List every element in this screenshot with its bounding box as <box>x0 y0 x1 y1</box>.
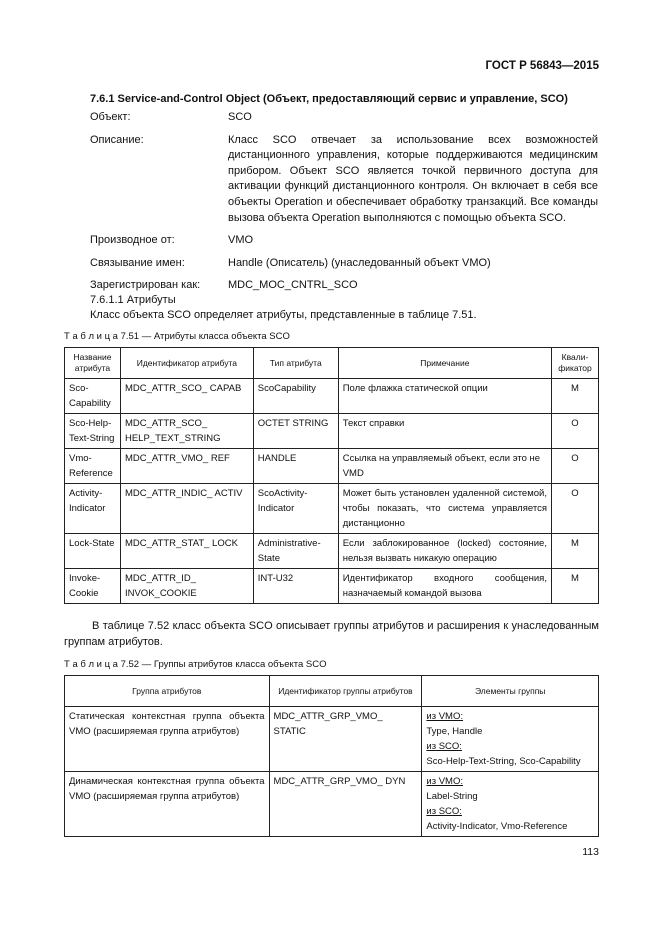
definition-term: Связывание имен: <box>90 256 185 269</box>
section-title: 7.6.1 Service-and-Control Object (Объект, предоставляющий сервис и управление, SCO) <box>90 93 568 105</box>
table-cell: MDC_ATTR_STAT_ LOCK <box>120 534 253 569</box>
table-cell: MDC_ATTR_SCO_ HELP_TEXT_STRING <box>120 414 253 449</box>
table-cell: OCTET STRING <box>253 414 338 449</box>
definition-term: Производное от: <box>90 234 175 247</box>
definition-term: Описание: <box>90 133 144 146</box>
table-cell: HANDLE <box>253 449 338 484</box>
group-items: Label-String <box>426 791 478 802</box>
definition-value: VMO <box>228 234 254 247</box>
table-row <box>65 707 599 772</box>
column-header: Квали-фикатор <box>551 348 598 379</box>
subsection-title: 7.6.1.1 Атрибуты <box>90 294 176 306</box>
column-header: Тип атрибута <box>253 348 338 379</box>
table-cell: MDC_ATTR_GRP_VMO_ DYN <box>269 772 422 837</box>
table-cell: Поле флажка статической опции <box>338 379 551 414</box>
table-cell: M <box>551 534 598 569</box>
table-caption <box>64 659 327 670</box>
table-header-row <box>65 676 599 707</box>
table-cell: Текст справки <box>338 414 551 449</box>
table-cell: Sco-Help-Text-String <box>65 414 121 449</box>
table-cell: INT-U32 <box>253 569 338 604</box>
source-label: из SCO: <box>426 806 462 817</box>
table-cell: Динамическая контекстная группа объекта VMO (расширяемая группа атрибутов) <box>65 772 270 837</box>
definition-row <box>90 256 598 272</box>
caption-prefix: Т а б л и ц а 7.51 <box>64 331 140 342</box>
source-label: из VMO: <box>426 776 463 787</box>
definition-value: Handle (Описатель) (унаследованный объект VMO) <box>228 256 491 269</box>
source-label: из SCO: <box>426 741 462 752</box>
table-cell: MDC_ATTR_GRP_VMO_ STATIC <box>269 707 422 772</box>
table-cell: ScoActivity-Indicator <box>253 484 338 534</box>
definition-value: SCO <box>228 111 252 123</box>
table-cell: Ссылка на управляемый объект, если это не VMD <box>338 449 551 484</box>
table-cell: Если заблокированное (locked) состояние, нельзя вызвать никакую операцию <box>338 534 551 569</box>
table-cell: O <box>551 449 598 484</box>
table-cell: Идентификатор входного сообщения, назначаемый командой вызова <box>338 569 551 604</box>
attributes-table <box>64 347 599 604</box>
table-cell: Sco-Capability <box>65 379 121 414</box>
subsection-text: Класс объекта SCO определяет атрибуты, представленные в таблице 7.51. <box>90 309 477 321</box>
table-cell: Invoke-Cookie <box>65 569 121 604</box>
table-caption <box>64 331 290 342</box>
table-cell: Lock-State <box>65 534 121 569</box>
table-header-row <box>65 348 599 379</box>
definition-row <box>90 110 598 126</box>
definition-row <box>90 278 598 294</box>
column-header: Элементы группы <box>422 676 599 707</box>
group-items: Type, Handle <box>426 726 483 737</box>
table-cell <box>422 707 599 772</box>
table-cell: MDC_ATTR_INDIC_ ACTIV <box>120 484 253 534</box>
table-cell: O <box>551 484 598 534</box>
table-row <box>65 414 599 449</box>
definition-term: Зарегистрирован как: <box>90 279 201 292</box>
caption-text: — Атрибуты класса объекта SCO <box>139 331 290 342</box>
definition-row <box>90 233 598 249</box>
table-cell: Статическая контекстная группа объекта VMO (расширяемая группа атрибутов) <box>65 707 270 772</box>
standard-header: ГОСТ Р 56843—2015 <box>485 60 599 72</box>
source-label: из VMO: <box>426 711 463 722</box>
table-cell: M <box>551 379 598 414</box>
definition-term: Объект: <box>90 111 131 123</box>
column-header: Идентификатор группы атрибутов <box>269 676 422 707</box>
table-row <box>65 379 599 414</box>
table-cell: Может быть установлен удаленной системой, чтобы показать, что система управляется дистанционно <box>338 484 551 534</box>
table-cell: MDC_ATTR_SCO_ CAPAB <box>120 379 253 414</box>
definition-row <box>90 133 598 227</box>
table-cell: MDC_ATTR_VMO_ REF <box>120 449 253 484</box>
body-paragraph: В таблице 7.52 класс объекта SCO описывает группы атрибутов и расширения к унаследованным группам атрибутов. <box>64 620 599 648</box>
group-items: Activity-Indicator, Vmo-Reference <box>426 821 568 832</box>
table-row <box>65 534 599 569</box>
caption-prefix: Т а б л и ц а 7.52 <box>64 659 140 670</box>
table-cell: M <box>551 569 598 604</box>
table-row <box>65 449 599 484</box>
column-header: Примечание <box>338 348 551 379</box>
caption-text: — Группы атрибутов класса объекта SCO <box>139 659 327 670</box>
table-row <box>65 569 599 604</box>
definition-value: MDC_MOC_CNTRL_SCO <box>228 279 358 292</box>
table-cell: ScoCapability <box>253 379 338 414</box>
table-cell: Activity-Indicator <box>65 484 121 534</box>
table-cell: O <box>551 414 598 449</box>
table-cell <box>422 772 599 837</box>
definition-list <box>90 110 598 294</box>
table-cell: MDC_ATTR_ID_ INVOK_COOKIE <box>120 569 253 604</box>
definition-value: Класс SCO отвечает за использование всех возможностей дистанционного управления, которые поддерживаются медицинским прибором. Объект SCO является точкой первичного доступа для активации функций дистанционного контроля. Он включает в себя все объекты Operation и обеспечивает обработку транзакций. Все команды вызова объекта Operation выполняются с помощью объекта SCO. <box>228 133 598 224</box>
page-number: 113 <box>582 846 599 858</box>
table-row <box>65 484 599 534</box>
table-cell: Vmo-Reference <box>65 449 121 484</box>
table-row <box>65 772 599 837</box>
attribute-groups-table <box>64 675 599 837</box>
column-header: Идентификатор атрибута <box>120 348 253 379</box>
group-items: Sco-Help-Text-String, Sco-Capability <box>426 756 581 767</box>
table-cell: Administrative-State <box>253 534 338 569</box>
column-header: Группа атрибутов <box>65 676 270 707</box>
column-header: Название атрибута <box>65 348 121 379</box>
